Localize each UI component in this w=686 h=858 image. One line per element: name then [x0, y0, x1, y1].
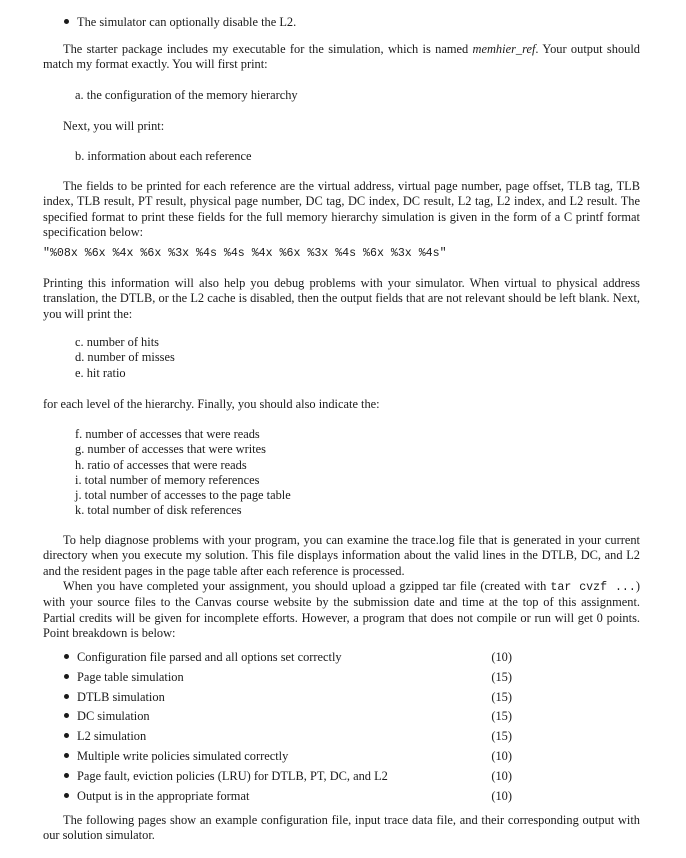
bullet-icon	[64, 753, 69, 758]
breakdown-points: (10)	[491, 650, 512, 664]
breakdown-points: (15)	[491, 669, 512, 684]
breakdown-item: Page fault, eviction policies (LRU) for DTLB, PT, DC, and L2	[77, 768, 388, 783]
breakdown-points: (15)	[491, 689, 512, 704]
fields-paragraph: The fields to be printed for each reference are the virtual address, virtual page number, page offset, TLB tag, TLB index, TLB result, PT result, physical page number, DC tag, DC index, DC result, L2 tag, L2 index, and L2 result. The specified format to print these fields for the full memory hierarchy simulation is given in the form of a C printf format specification below:	[43, 179, 640, 239]
print-list-b	[75, 149, 251, 164]
breakdown-item: Output is in the appropriate format	[77, 788, 250, 803]
bullet-icon	[64, 733, 69, 738]
breakdown-points: (15)	[491, 709, 512, 724]
list-item: i. total number of memory references	[75, 472, 260, 487]
breakdown-item: Multiple write policies simulated correctly	[77, 748, 289, 763]
list-item: b. information about each reference	[75, 149, 252, 163]
list-item: g. number of accesses that were writes	[75, 442, 266, 457]
breakdown-item: L2 simulation	[77, 729, 147, 744]
bullet-icon	[64, 694, 69, 699]
closing-paragraph: The following pages show an example configuration file, input trace data file, and their corresponding output with our solution simulator.	[43, 813, 640, 843]
bullet-icon	[64, 773, 69, 778]
submit-paragraph: When you have completed your assignment, you should upload a gzipped tar file (created with tar cvzf ...) with your source files to the Canvas course website by the submission date and time at the top of this assignment. Partial credits will be given for incomplete efforts. However, a program that does not compile or run will get 0 points. Point breakdown is below:	[43, 579, 640, 640]
bullet-icon	[64, 654, 69, 659]
print-list-a	[75, 88, 298, 103]
executable-name: memhier_ref	[472, 42, 536, 56]
breakdown-points: (10)	[491, 768, 512, 783]
breakdown-points: (15)	[491, 729, 512, 744]
each-level-text: for each level of the hierarchy. Finally, you should also indicate the:	[43, 397, 380, 411]
breakdown-item: DTLB simulation	[77, 689, 165, 704]
breakdown-item: DC simulation	[77, 709, 150, 724]
breakdown-item: Configuration file parsed and all options set correctly	[77, 650, 342, 664]
breakdown-row	[64, 749, 512, 769]
breakdown-points: (10)	[491, 748, 512, 763]
bullet-icon	[64, 713, 69, 718]
breakdown-row	[64, 769, 512, 789]
breakdown-row	[64, 670, 512, 690]
breakdown-row	[64, 789, 512, 809]
starter-paragraph: The starter package includes my executable for the simulation, which is named memhier_ref. Your output should match my format exactly. You will first print:	[43, 42, 640, 72]
list-item: j. total number of accesses to the page table	[75, 488, 291, 503]
next-print-text: Next, you will print:	[63, 119, 165, 133]
breakdown-item: Page table simulation	[77, 669, 184, 684]
list-item: h. ratio of accesses that were reads	[75, 457, 247, 472]
printing-paragraph: Printing this information will also help you debug problems with your simulator. When virtual to physical address translation, the DTLB, or the L2 cache is disabled, then the output fields that are not relevant should be left blank. Next, you will print the:	[43, 276, 640, 321]
list-item: f. number of accesses that were reads	[75, 427, 260, 441]
breakdown-row	[64, 650, 512, 670]
point-breakdown	[64, 650, 512, 808]
tar-command: tar cvzf ...	[550, 581, 636, 594]
breakdown-row	[64, 690, 512, 710]
list-item: d. number of misses	[75, 350, 175, 365]
access-list	[75, 427, 291, 519]
bullet-icon	[64, 674, 69, 679]
diagnose-paragraph: To help diagnose problems with your program, you can examine the trace.log file that is generated in your current directory when you execute my solution. This file displays information about the valid lines in the DTLB, DC, and L2 and the resident pages in the page table after each reference is processed.	[43, 533, 640, 578]
bullet-icon	[64, 793, 69, 798]
list-item: c. number of hits	[75, 335, 159, 349]
list-item: k. total number of disk references	[75, 503, 242, 518]
breakdown-row	[64, 709, 512, 729]
breakdown-points: (10)	[491, 788, 512, 803]
intro-bullet-text: The simulator can optionally disable the L2.	[77, 15, 297, 29]
printf-format: "%08x %6x %4x %6x %3x %4s %4s %4x %6x %3x %4s %6x %3x %4s"	[43, 247, 447, 260]
list-item: a. the configuration of the memory hierarchy	[75, 88, 298, 102]
stats-list	[75, 335, 175, 381]
breakdown-row	[64, 729, 512, 749]
list-item: e. hit ratio	[75, 365, 126, 380]
intro-bullet	[64, 15, 296, 30]
bullet-icon	[64, 19, 69, 24]
